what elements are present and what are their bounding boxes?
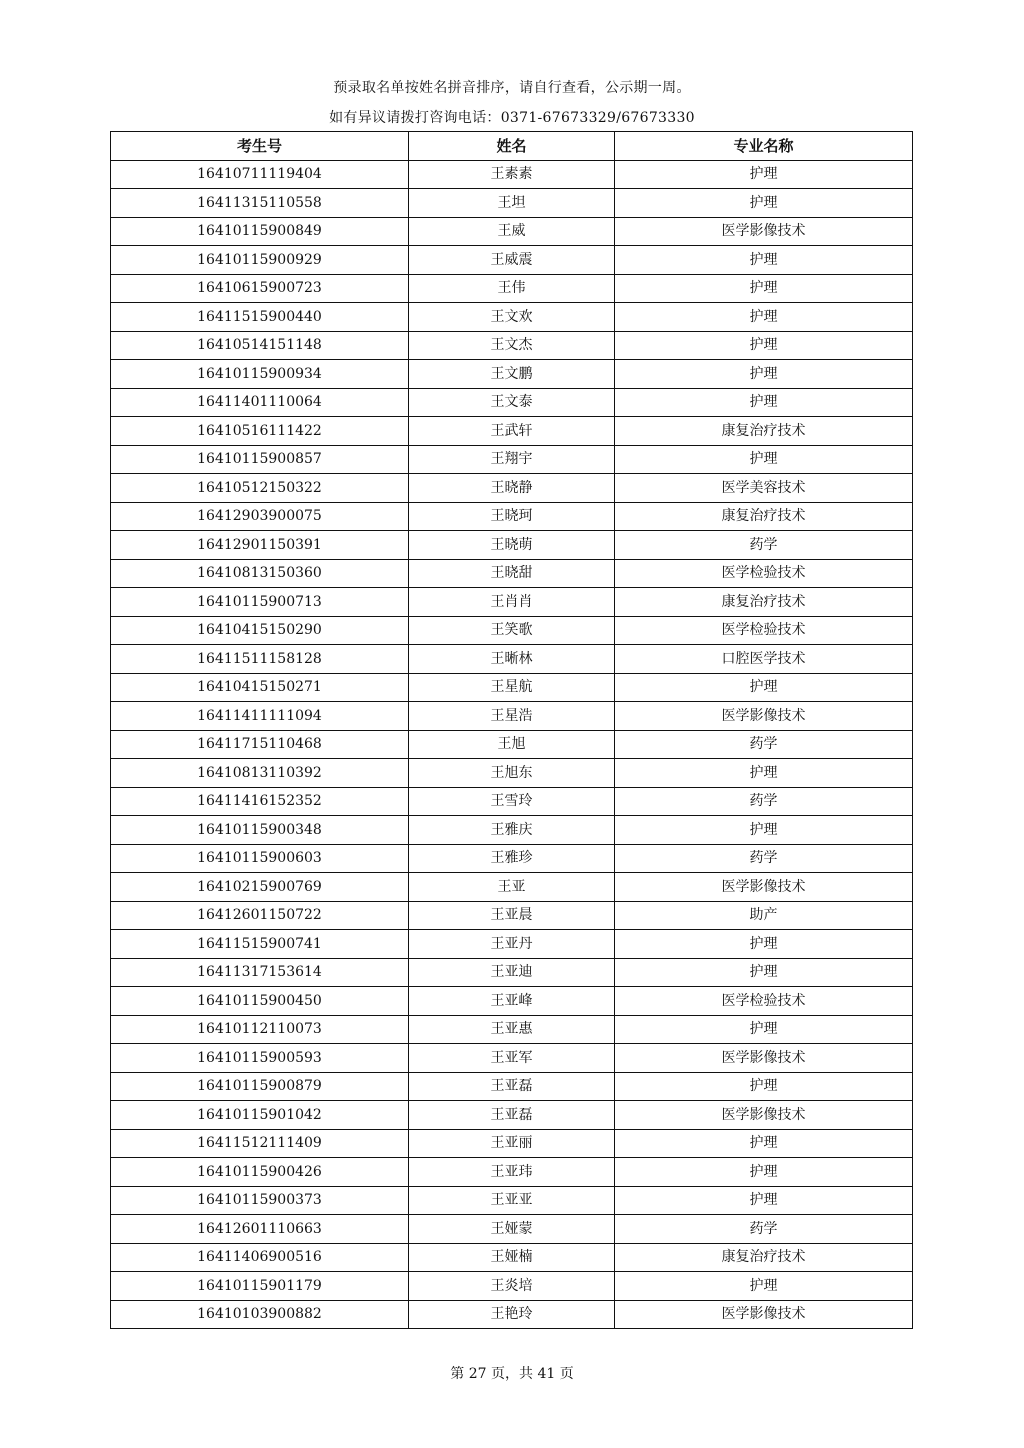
page-footer <box>0 1364 1024 1384</box>
header-name: 姓名 <box>409 132 615 161</box>
table-row <box>111 730 913 759</box>
cell-major: 护理 <box>615 189 913 218</box>
cell-exam-number: 16410615900723 <box>111 274 409 303</box>
cell-exam-number: 16410215900769 <box>111 873 409 902</box>
table-row <box>111 645 913 674</box>
header-exam-number: 考生号 <box>111 132 409 161</box>
cell-major: 药学 <box>615 531 913 560</box>
cell-name: 王肖肖 <box>409 588 615 617</box>
table-row <box>111 388 913 417</box>
cell-exam-number: 16410115900879 <box>111 1072 409 1101</box>
cell-name: 王亚惠 <box>409 1015 615 1044</box>
cell-exam-number: 16412903900075 <box>111 502 409 531</box>
cell-major: 护理 <box>615 759 913 788</box>
cell-exam-number: 16410115901042 <box>111 1101 409 1130</box>
cell-exam-number: 16412601150722 <box>111 901 409 930</box>
cell-major: 医学检验技术 <box>615 559 913 588</box>
cell-major: 口腔医学技术 <box>615 645 913 674</box>
cell-name: 王亚晨 <box>409 901 615 930</box>
table-row <box>111 816 913 845</box>
cell-name: 王炎培 <box>409 1272 615 1301</box>
cell-major: 康复治疗技术 <box>615 588 913 617</box>
table-row <box>111 987 913 1016</box>
cell-name: 王亚丽 <box>409 1129 615 1158</box>
table-row <box>111 502 913 531</box>
cell-major: 助产 <box>615 901 913 930</box>
table-row <box>111 1158 913 1187</box>
cell-exam-number: 16411715110468 <box>111 730 409 759</box>
cell-major: 医学美容技术 <box>615 474 913 503</box>
cell-name: 王文鹏 <box>409 360 615 389</box>
cell-name: 王雅珍 <box>409 844 615 873</box>
cell-exam-number: 16412601110663 <box>111 1215 409 1244</box>
cell-major: 医学影像技术 <box>615 1101 913 1130</box>
cell-exam-number: 16410115900603 <box>111 844 409 873</box>
cell-name: 王亚迪 <box>409 958 615 987</box>
cell-exam-number: 16411406900516 <box>111 1243 409 1272</box>
table-row <box>111 1044 913 1073</box>
table-row <box>111 1300 913 1329</box>
cell-major: 护理 <box>615 1015 913 1044</box>
cell-major: 护理 <box>615 1129 913 1158</box>
cell-name: 王亚 <box>409 873 615 902</box>
cell-name: 王亚磊 <box>409 1101 615 1130</box>
cell-exam-number: 16411411111094 <box>111 702 409 731</box>
table-row <box>111 588 913 617</box>
footer-suffix: 页 <box>559 1366 574 1382</box>
cell-name: 王旭 <box>409 730 615 759</box>
cell-major: 护理 <box>615 445 913 474</box>
cell-exam-number: 16410115900713 <box>111 588 409 617</box>
cell-name: 王艳玲 <box>409 1300 615 1329</box>
table-row <box>111 445 913 474</box>
cell-major: 医学影像技术 <box>615 873 913 902</box>
cell-name: 王翔宇 <box>409 445 615 474</box>
cell-name: 王亚峰 <box>409 987 615 1016</box>
cell-major: 护理 <box>615 1072 913 1101</box>
table-row <box>111 673 913 702</box>
cell-exam-number: 16410115901179 <box>111 1272 409 1301</box>
cell-name: 王雅庆 <box>409 816 615 845</box>
cell-exam-number: 16411315110558 <box>111 189 409 218</box>
cell-exam-number: 16410813110392 <box>111 759 409 788</box>
table-row <box>111 1015 913 1044</box>
cell-name: 王星航 <box>409 673 615 702</box>
table-row <box>111 787 913 816</box>
cell-name: 王亚玮 <box>409 1158 615 1187</box>
cell-name: 王亚军 <box>409 1044 615 1073</box>
cell-major: 护理 <box>615 274 913 303</box>
cell-name: 王文泰 <box>409 388 615 417</box>
cell-exam-number: 16410514151148 <box>111 331 409 360</box>
cell-exam-number: 16410516111422 <box>111 417 409 446</box>
table-row <box>111 930 913 959</box>
cell-major: 康复治疗技术 <box>615 417 913 446</box>
table-row <box>111 1215 913 1244</box>
cell-exam-number: 16410115900934 <box>111 360 409 389</box>
table-row <box>111 274 913 303</box>
cell-major: 医学检验技术 <box>615 987 913 1016</box>
cell-major: 医学影像技术 <box>615 1044 913 1073</box>
cell-exam-number: 16410115900426 <box>111 1158 409 1187</box>
admission-list-table <box>110 131 913 1329</box>
cell-major: 康复治疗技术 <box>615 1243 913 1272</box>
cell-exam-number: 16410415150290 <box>111 616 409 645</box>
cell-exam-number: 16410115900450 <box>111 987 409 1016</box>
cell-name: 王晓萌 <box>409 531 615 560</box>
table-row <box>111 1129 913 1158</box>
table-row <box>111 1243 913 1272</box>
table-row <box>111 217 913 246</box>
table-row <box>111 331 913 360</box>
cell-name: 王文杰 <box>409 331 615 360</box>
cell-exam-number: 16410415150271 <box>111 673 409 702</box>
cell-exam-number: 16410115900849 <box>111 217 409 246</box>
cell-name: 王素素 <box>409 160 615 189</box>
table-row <box>111 160 913 189</box>
cell-name: 王亚丹 <box>409 930 615 959</box>
table-row <box>111 844 913 873</box>
table-row <box>111 958 913 987</box>
cell-major: 药学 <box>615 787 913 816</box>
cell-exam-number: 16411512111409 <box>111 1129 409 1158</box>
cell-name: 王晓甜 <box>409 559 615 588</box>
cell-major: 医学检验技术 <box>615 616 913 645</box>
table-row <box>111 1186 913 1215</box>
cell-major: 康复治疗技术 <box>615 502 913 531</box>
cell-name: 王笑歌 <box>409 616 615 645</box>
cell-major: 护理 <box>615 1186 913 1215</box>
cell-name: 王伟 <box>409 274 615 303</box>
table-row <box>111 1072 913 1101</box>
table-row <box>111 1101 913 1130</box>
cell-major: 医学影像技术 <box>615 1300 913 1329</box>
table-row <box>111 417 913 446</box>
table-row <box>111 901 913 930</box>
cell-exam-number: 16410512150322 <box>111 474 409 503</box>
cell-name: 王星浩 <box>409 702 615 731</box>
cell-exam-number: 16410115900348 <box>111 816 409 845</box>
cell-name: 王娅楠 <box>409 1243 615 1272</box>
cell-name: 王文欢 <box>409 303 615 332</box>
cell-major: 护理 <box>615 331 913 360</box>
cell-exam-number: 16410115900373 <box>111 1186 409 1215</box>
cell-name: 王雪玲 <box>409 787 615 816</box>
cell-name: 王晰林 <box>409 645 615 674</box>
cell-major: 护理 <box>615 958 913 987</box>
cell-exam-number: 16411416152352 <box>111 787 409 816</box>
cell-name: 王旭东 <box>409 759 615 788</box>
table-row <box>111 246 913 275</box>
cell-exam-number: 16410103900882 <box>111 1300 409 1329</box>
cell-name: 王威震 <box>409 246 615 275</box>
cell-major: 护理 <box>615 673 913 702</box>
table-row <box>111 531 913 560</box>
cell-major: 药学 <box>615 844 913 873</box>
cell-exam-number: 16411515900440 <box>111 303 409 332</box>
cell-exam-number: 16410813150360 <box>111 559 409 588</box>
cell-major: 护理 <box>615 1272 913 1301</box>
table-header-row <box>111 132 913 161</box>
cell-major: 护理 <box>615 160 913 189</box>
footer-total-pages: 41 <box>537 1366 556 1382</box>
cell-major: 药学 <box>615 730 913 759</box>
cell-exam-number: 16412901150391 <box>111 531 409 560</box>
notice-sort-order: 预录取名单按姓名拼音排序，请自行查看，公示期一周。 <box>333 80 691 96</box>
cell-name: 王娅蒙 <box>409 1215 615 1244</box>
cell-major: 护理 <box>615 360 913 389</box>
cell-exam-number: 16411401110064 <box>111 388 409 417</box>
table-row <box>111 303 913 332</box>
cell-name: 王亚亚 <box>409 1186 615 1215</box>
cell-exam-number: 16411317153614 <box>111 958 409 987</box>
table-row <box>111 360 913 389</box>
cell-exam-number: 16411511158128 <box>111 645 409 674</box>
cell-major: 护理 <box>615 1158 913 1187</box>
cell-major: 护理 <box>615 816 913 845</box>
cell-major: 药学 <box>615 1215 913 1244</box>
cell-exam-number: 16410112110073 <box>111 1015 409 1044</box>
table-row <box>111 702 913 731</box>
cell-name: 王武轩 <box>409 417 615 446</box>
cell-exam-number: 16411515900741 <box>111 930 409 959</box>
cell-major: 护理 <box>615 930 913 959</box>
cell-major: 护理 <box>615 388 913 417</box>
table-body <box>111 160 913 1329</box>
notice-contact-phone: 如有异议请拨打咨询电话：0371-67673329/67673330 <box>329 110 695 126</box>
header-major: 专业名称 <box>615 132 913 161</box>
cell-major: 护理 <box>615 246 913 275</box>
cell-exam-number: 16410711119404 <box>111 160 409 189</box>
cell-name: 王威 <box>409 217 615 246</box>
footer-middle: 页，共 <box>491 1366 533 1382</box>
footer-prefix: 第 <box>450 1366 465 1382</box>
cell-name: 王坦 <box>409 189 615 218</box>
table-row <box>111 1272 913 1301</box>
footer-current-page: 27 <box>468 1366 487 1382</box>
cell-name: 王晓珂 <box>409 502 615 531</box>
table-row <box>111 559 913 588</box>
cell-exam-number: 16410115900593 <box>111 1044 409 1073</box>
cell-major: 医学影像技术 <box>615 702 913 731</box>
cell-exam-number: 16410115900929 <box>111 246 409 275</box>
table-row <box>111 616 913 645</box>
cell-major: 护理 <box>615 303 913 332</box>
cell-major: 医学影像技术 <box>615 217 913 246</box>
cell-name: 王亚磊 <box>409 1072 615 1101</box>
table-row <box>111 759 913 788</box>
cell-name: 王晓静 <box>409 474 615 503</box>
cell-exam-number: 16410115900857 <box>111 445 409 474</box>
table-row <box>111 189 913 218</box>
table-row <box>111 873 913 902</box>
table-row <box>111 474 913 503</box>
